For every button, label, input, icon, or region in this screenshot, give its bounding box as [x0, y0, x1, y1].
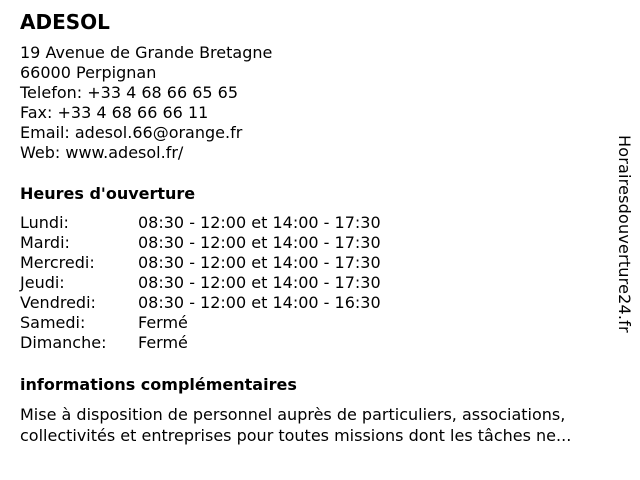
- hours-row-monday: [20, 213, 381, 233]
- day-label: Mardi:: [20, 233, 70, 252]
- hours-row-wednesday: [20, 253, 381, 273]
- hours-row-thursday: [20, 273, 381, 293]
- info-text: Mise à disposition de personnel auprès de particuliers, associations, collectivités et entreprises pour toutes missions dont les tâches ne...: [20, 405, 572, 445]
- hours-row-sunday: [20, 333, 381, 353]
- hours-row-tuesday: [20, 233, 381, 253]
- email-line: Email: adesol.66@orange.fr: [20, 123, 243, 142]
- fax-line: Fax: +33 4 68 66 66 11: [20, 103, 209, 122]
- hours-row-saturday: [20, 313, 381, 333]
- street-line: 19 Avenue de Grande Bretagne: [20, 43, 273, 62]
- time-value: 08:30 - 12:00 et 14:00 - 17:30: [138, 233, 381, 252]
- day-label: Samedi:: [20, 313, 86, 332]
- day-label: Vendredi:: [20, 293, 96, 312]
- time-value: Fermé: [138, 333, 188, 352]
- address-block: [20, 43, 272, 163]
- time-value: 08:30 - 12:00 et 14:00 - 17:30: [138, 253, 381, 272]
- hours-heading: Heures d'ouverture: [20, 184, 196, 203]
- day-label: Dimanche:: [20, 333, 107, 352]
- time-value: 08:30 - 12:00 et 14:00 - 17:30: [138, 273, 381, 292]
- hours-row-friday: [20, 293, 381, 313]
- business-name: ADESOL: [20, 10, 110, 34]
- hours-table: [20, 213, 381, 353]
- time-value: 08:30 - 12:00 et 14:00 - 16:30: [138, 293, 381, 312]
- day-label: Jeudi:: [20, 273, 65, 292]
- time-value: 08:30 - 12:00 et 14:00 - 17:30: [138, 213, 381, 232]
- watermark-text: Horairesdouverture24.fr: [615, 135, 634, 333]
- time-value: Fermé: [138, 313, 188, 332]
- day-label: Mercredi:: [20, 253, 95, 272]
- web-line: Web: www.adesol.fr/: [20, 143, 184, 162]
- phone-line: Telefon: +33 4 68 66 65 65: [20, 83, 239, 102]
- day-label: Lundi:: [20, 213, 69, 232]
- info-heading: informations complémentaires: [20, 375, 297, 394]
- city-line: 66000 Perpignan: [20, 63, 157, 82]
